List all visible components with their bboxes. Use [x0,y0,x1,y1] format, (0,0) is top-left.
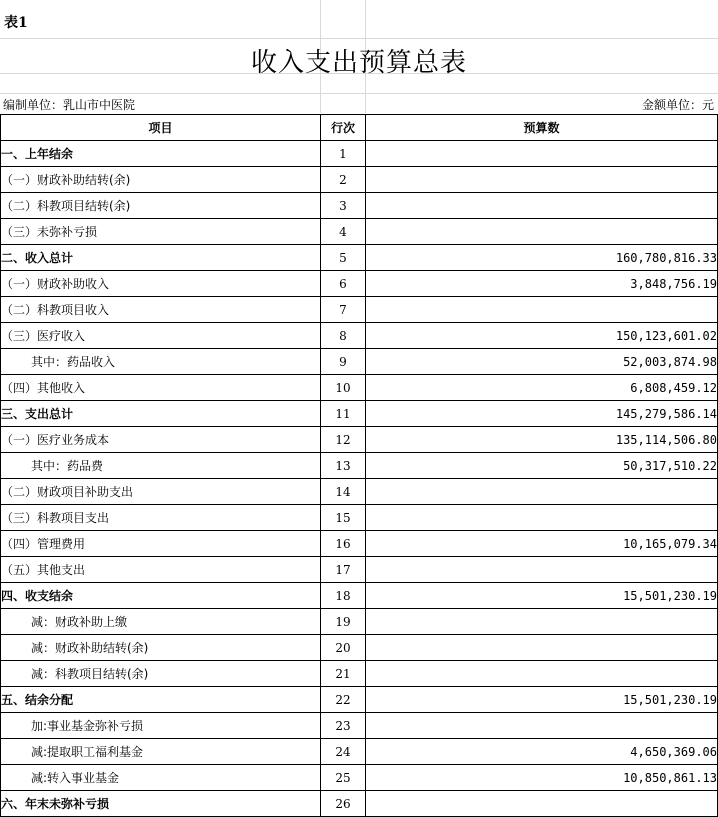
row-line-cell[interactable]: 23 [321,713,366,739]
row-item-cell[interactable]: （四）管理费用 [1,531,321,557]
row-amount-cell[interactable] [366,661,718,687]
row-item-cell[interactable]: （一）财政补助收入 [1,271,321,297]
row-item-cell[interactable]: （三）医疗收入 [1,323,321,349]
row-item-cell[interactable]: 减：科教项目结转(余) [1,661,321,687]
row-item-cell[interactable]: 其中：药品收入 [1,349,321,375]
table-number-label: 表1 [4,15,28,31]
table-row [1,375,718,401]
row-line-cell[interactable]: 21 [321,661,366,687]
row-item-cell[interactable]: 六、年末未弥补亏损 [1,791,321,817]
budget-table [0,114,718,817]
row-item-cell[interactable]: 三、支出总计 [1,401,321,427]
row-amount-cell[interactable] [366,219,718,245]
row-amount-cell[interactable]: 6,808,459.12 [366,375,718,401]
row-line-cell[interactable]: 3 [321,193,366,219]
table-row [1,531,718,557]
row-amount-cell[interactable] [366,297,718,323]
table-row [1,609,718,635]
row-amount-cell[interactable] [366,505,718,531]
row-amount-cell[interactable]: 52,003,874.98 [366,349,718,375]
row-item-cell[interactable]: 四、收支结余 [1,583,321,609]
row-amount-cell[interactable] [366,609,718,635]
row-item-cell[interactable]: 其中：药品费 [1,453,321,479]
table-row [1,271,718,297]
row-line-cell[interactable]: 5 [321,245,366,271]
table-row [1,297,718,323]
row-amount-cell[interactable]: 160,780,816.33 [366,245,718,271]
row-item-cell[interactable]: 减：财政补助结转(余) [1,635,321,661]
row-amount-cell[interactable]: 10,165,079.34 [366,531,718,557]
row-amount-cell[interactable]: 15,501,230.19 [366,687,718,713]
row-line-cell[interactable]: 18 [321,583,366,609]
row-amount-cell[interactable] [366,167,718,193]
table-row [1,193,718,219]
row-amount-cell[interactable] [366,791,718,817]
row-line-cell[interactable]: 6 [321,271,366,297]
row-line-cell[interactable]: 12 [321,427,366,453]
row-line-cell[interactable]: 15 [321,505,366,531]
row-amount-cell[interactable]: 10,850,861.13 [366,765,718,791]
column-header-line: 行次 [321,115,366,141]
row-line-cell[interactable]: 7 [321,297,366,323]
row-item-cell[interactable]: （一）医疗业务成本 [1,427,321,453]
table-row [1,765,718,791]
row-amount-cell[interactable]: 150,123,601.02 [366,323,718,349]
column-header-item: 项目 [1,115,321,141]
row-amount-cell[interactable]: 15,501,230.19 [366,583,718,609]
row-item-cell[interactable]: （二）科教项目收入 [1,297,321,323]
row-amount-cell[interactable] [366,635,718,661]
column-header-amount: 预算数 [366,115,718,141]
table-row [1,713,718,739]
table-row [1,453,718,479]
row-line-cell[interactable]: 4 [321,219,366,245]
row-item-cell[interactable]: 五、结余分配 [1,687,321,713]
table-row [1,687,718,713]
row-line-cell[interactable]: 20 [321,635,366,661]
currency-unit-label: 金额单位：元 [641,98,714,112]
table-row [1,427,718,453]
table-row [1,557,718,583]
row-amount-cell[interactable]: 3,848,756.19 [366,271,718,297]
table-row [1,167,718,193]
organization-label: 编制单位：乳山市中医院 [3,98,136,112]
table-header-row [1,115,718,141]
row-amount-cell[interactable] [366,479,718,505]
row-amount-cell[interactable]: 4,650,369.06 [366,739,718,765]
table-row [1,479,718,505]
table-row [1,661,718,687]
row-line-cell[interactable]: 2 [321,167,366,193]
row-amount-cell[interactable] [366,713,718,739]
row-item-cell[interactable]: 减:转入事业基金 [1,765,321,791]
row-line-cell[interactable]: 1 [321,141,366,167]
row-item-cell[interactable]: 减:提取职工福利基金 [1,739,321,765]
row-item-cell[interactable]: （三）未弥补亏损 [1,219,321,245]
budget-table-body [1,141,718,817]
row-line-cell[interactable]: 16 [321,531,366,557]
row-line-cell[interactable]: 9 [321,349,366,375]
row-line-cell[interactable]: 19 [321,609,366,635]
table-row [1,635,718,661]
row-line-cell[interactable]: 25 [321,765,366,791]
table-row [1,349,718,375]
row-item-cell[interactable]: 二、收入总计 [1,245,321,271]
row-line-cell[interactable]: 17 [321,557,366,583]
row-amount-cell[interactable]: 135,114,506.80 [366,427,718,453]
table-row [1,141,718,167]
row-line-cell[interactable]: 11 [321,401,366,427]
table-row [1,323,718,349]
grid-line [0,93,718,94]
row-item-cell[interactable]: （五）其他支出 [1,557,321,583]
row-amount-cell[interactable] [366,141,718,167]
grid-line [0,38,718,39]
row-line-cell[interactable]: 22 [321,687,366,713]
row-item-cell[interactable]: （三）科教项目支出 [1,505,321,531]
table-row [1,245,718,271]
row-amount-cell[interactable]: 50,317,510.22 [366,453,718,479]
table-row [1,401,718,427]
table-row [1,505,718,531]
row-item-cell[interactable]: （二）财政项目补助支出 [1,479,321,505]
row-item-cell[interactable]: （一）财政补助结转(余) [1,167,321,193]
table-row [1,583,718,609]
row-item-cell[interactable]: 一、上年结余 [1,141,321,167]
row-item-cell[interactable]: （四）其他收入 [1,375,321,401]
row-amount-cell[interactable]: 145,279,586.14 [366,401,718,427]
row-item-cell[interactable]: （二）科教项目结转(余) [1,193,321,219]
table-row [1,219,718,245]
row-line-cell[interactable]: 13 [321,453,366,479]
row-amount-cell[interactable] [366,193,718,219]
row-amount-cell[interactable] [366,557,718,583]
row-line-cell[interactable]: 14 [321,479,366,505]
page-title: 收入支出预算总表 [250,48,467,78]
row-line-cell[interactable]: 26 [321,791,366,817]
row-line-cell[interactable]: 10 [321,375,366,401]
row-line-cell[interactable]: 8 [321,323,366,349]
row-item-cell[interactable]: 减：财政补助上缴 [1,609,321,635]
row-item-cell[interactable]: 加:事业基金弥补亏损 [1,713,321,739]
row-line-cell[interactable]: 24 [321,739,366,765]
table-row [1,791,718,817]
table-row [1,739,718,765]
